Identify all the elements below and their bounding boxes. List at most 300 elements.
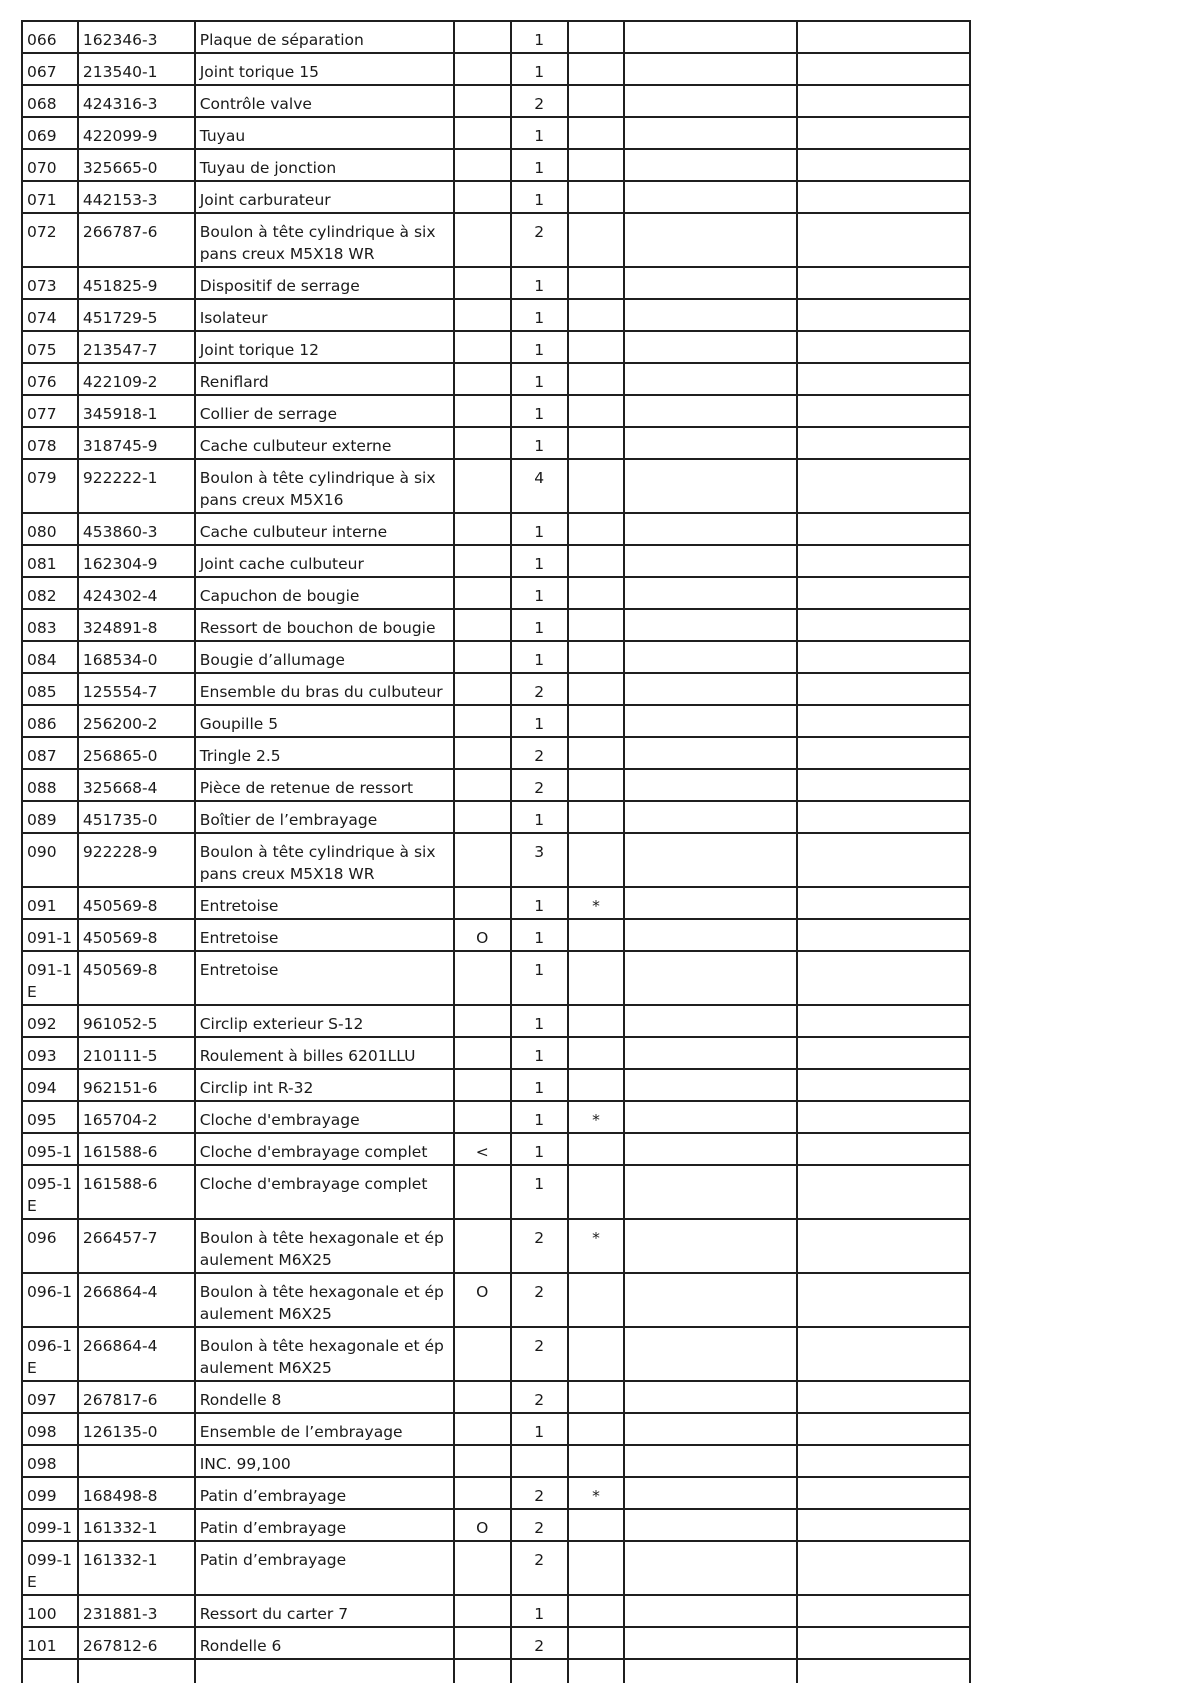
description-cell: Boîtier de l’embrayage	[195, 801, 454, 833]
table-row	[22, 1541, 970, 1595]
item-number-cell: 071	[22, 181, 78, 213]
description-cell: Joint cache culbuteur	[195, 545, 454, 577]
quantity-cell: 1	[511, 801, 568, 833]
notes-cell-2	[797, 919, 970, 951]
quantity-cell: 1	[511, 53, 568, 85]
description-cell: Boulon à tête cylindrique à six pans creux M5X16	[195, 459, 454, 513]
part-number-cell: 168498-8	[78, 1477, 195, 1509]
item-number-cell: 095-1	[22, 1133, 78, 1165]
quantity-cell: 1	[511, 513, 568, 545]
flag-cell	[454, 149, 511, 181]
notes-cell-2	[797, 53, 970, 85]
mark-cell	[568, 833, 625, 887]
part-number-cell: 213547-7	[78, 331, 195, 363]
part-number-cell: 922222-1	[78, 459, 195, 513]
mark-cell	[568, 299, 625, 331]
notes-cell-2	[797, 1445, 970, 1477]
part-number-cell: 324891-8	[78, 609, 195, 641]
part-number-cell: 125554-7	[78, 673, 195, 705]
item-number-cell: 079	[22, 459, 78, 513]
notes-cell-1	[624, 801, 797, 833]
notes-cell-1	[624, 53, 797, 85]
quantity-cell: 1	[511, 705, 568, 737]
notes-cell-2	[797, 395, 970, 427]
quantity-cell: 1	[511, 1069, 568, 1101]
quantity-cell: 2	[511, 1509, 568, 1541]
notes-cell-1	[624, 459, 797, 513]
notes-cell-1	[624, 395, 797, 427]
mark-cell	[568, 737, 625, 769]
description-cell: Entretoise	[195, 951, 454, 1005]
table-row	[22, 1381, 970, 1413]
quantity-cell: 1	[511, 1037, 568, 1069]
item-number-cell: 077	[22, 395, 78, 427]
flag-cell	[454, 117, 511, 149]
notes-cell-2	[797, 1595, 970, 1627]
mark-cell	[568, 919, 625, 951]
table-row	[22, 1445, 970, 1477]
part-number-cell: 422099-9	[78, 117, 195, 149]
part-number-cell: 161588-6	[78, 1133, 195, 1165]
quantity-cell: 2	[511, 1273, 568, 1327]
quantity-cell	[511, 1659, 568, 1683]
notes-cell-2	[797, 427, 970, 459]
flag-cell	[454, 951, 511, 1005]
table-row	[22, 117, 970, 149]
description-cell: Isolateur	[195, 299, 454, 331]
parts-list-sheet	[21, 20, 971, 1683]
description-cell: Pièce de retenue de ressort	[195, 769, 454, 801]
quantity-cell: 1	[511, 641, 568, 673]
flag-cell	[454, 1327, 511, 1381]
description-cell: Capuchon de bougie	[195, 577, 454, 609]
description-cell: Circlip exterieur S-12	[195, 1005, 454, 1037]
item-number-cell: 099-1E	[22, 1541, 78, 1595]
notes-cell-1	[624, 213, 797, 267]
item-number-cell: 080	[22, 513, 78, 545]
flag-cell	[454, 609, 511, 641]
notes-cell-2	[797, 705, 970, 737]
table-row	[22, 673, 970, 705]
description-cell: Circlip int R-32	[195, 1069, 454, 1101]
item-number-cell: 090	[22, 833, 78, 887]
quantity-cell	[511, 1445, 568, 1477]
mark-cell	[568, 1509, 625, 1541]
notes-cell-2	[797, 1327, 970, 1381]
table-row	[22, 331, 970, 363]
flag-cell	[454, 705, 511, 737]
mark-cell	[568, 1541, 625, 1595]
notes-cell-1	[624, 1327, 797, 1381]
quantity-cell: 2	[511, 1477, 568, 1509]
quantity-cell: 1	[511, 395, 568, 427]
notes-cell-2	[797, 1381, 970, 1413]
flag-cell	[454, 1477, 511, 1509]
table-row	[22, 887, 970, 919]
notes-cell-1	[624, 1101, 797, 1133]
table-row	[22, 181, 970, 213]
flag-cell	[454, 53, 511, 85]
item-number-cell: 098	[22, 1445, 78, 1477]
item-number-cell: 070	[22, 149, 78, 181]
quantity-cell: 1	[511, 1413, 568, 1445]
notes-cell-1	[624, 85, 797, 117]
notes-cell-2	[797, 1477, 970, 1509]
flag-cell	[454, 1101, 511, 1133]
flag-cell	[454, 801, 511, 833]
part-number-cell: 325668-4	[78, 769, 195, 801]
quantity-cell: 1	[511, 919, 568, 951]
description-cell: Patin d’embrayage	[195, 1541, 454, 1595]
flag-cell	[454, 299, 511, 331]
table-row	[22, 1101, 970, 1133]
notes-cell-1	[624, 1069, 797, 1101]
flag-cell	[454, 1627, 511, 1659]
table-row	[22, 951, 970, 1005]
mark-cell	[568, 673, 625, 705]
notes-cell-1	[624, 117, 797, 149]
notes-cell-1	[624, 1659, 797, 1683]
mark-cell	[568, 181, 625, 213]
quantity-cell: 1	[511, 1005, 568, 1037]
notes-cell-1	[624, 951, 797, 1005]
item-number-cell: 076	[22, 363, 78, 395]
notes-cell-2	[797, 1005, 970, 1037]
table-row	[22, 737, 970, 769]
item-number-cell: 084	[22, 641, 78, 673]
mark-cell	[568, 545, 625, 577]
notes-cell-1	[624, 769, 797, 801]
quantity-cell: 2	[511, 1219, 568, 1273]
part-number-cell: 161332-1	[78, 1509, 195, 1541]
table-row	[22, 1509, 970, 1541]
item-number-cell: 098	[22, 1413, 78, 1445]
notes-cell-1	[624, 427, 797, 459]
quantity-cell: 2	[511, 1381, 568, 1413]
description-cell: Goupille 5	[195, 705, 454, 737]
table-row	[22, 1069, 970, 1101]
notes-cell-1	[624, 1165, 797, 1219]
notes-cell-1	[624, 577, 797, 609]
quantity-cell: 1	[511, 545, 568, 577]
description-cell: Bougie d’allumage	[195, 641, 454, 673]
quantity-cell: 3	[511, 833, 568, 887]
description-cell: Boulon à tête hexagonale et épaulement M6X25	[195, 1273, 454, 1327]
part-number-cell: 453860-3	[78, 513, 195, 545]
mark-cell	[568, 1627, 625, 1659]
notes-cell-2	[797, 1273, 970, 1327]
flag-cell	[454, 1219, 511, 1273]
flag-cell	[454, 267, 511, 299]
notes-cell-1	[624, 21, 797, 53]
item-number-cell: 085	[22, 673, 78, 705]
table-row	[22, 267, 970, 299]
notes-cell-2	[797, 887, 970, 919]
notes-cell-2	[797, 117, 970, 149]
notes-cell-2	[797, 1413, 970, 1445]
description-cell: Collier de serrage	[195, 395, 454, 427]
notes-cell-1	[624, 737, 797, 769]
notes-cell-1	[624, 1133, 797, 1165]
table-row	[22, 1219, 970, 1273]
part-number-cell: 210111-5	[78, 1037, 195, 1069]
part-number-cell: 162346-3	[78, 21, 195, 53]
table-row	[22, 213, 970, 267]
quantity-cell: 1	[511, 117, 568, 149]
table-row	[22, 299, 970, 331]
flag-cell	[454, 769, 511, 801]
notes-cell-2	[797, 513, 970, 545]
description-cell: Cloche d'embrayage complet	[195, 1133, 454, 1165]
item-number-cell: 068	[22, 85, 78, 117]
notes-cell-1	[624, 1445, 797, 1477]
notes-cell-1	[624, 673, 797, 705]
mark-cell	[568, 951, 625, 1005]
quantity-cell: 1	[511, 427, 568, 459]
flag-cell	[454, 513, 511, 545]
part-number-cell	[78, 1445, 195, 1477]
table-row	[22, 53, 970, 85]
notes-cell-1	[624, 919, 797, 951]
description-cell: Dispositif de serrage	[195, 267, 454, 299]
part-number-cell: 962151-6	[78, 1069, 195, 1101]
mark-cell	[568, 1327, 625, 1381]
quantity-cell: 1	[511, 887, 568, 919]
table-row	[22, 1005, 970, 1037]
table-row	[22, 85, 970, 117]
flag-cell	[454, 21, 511, 53]
notes-cell-2	[797, 149, 970, 181]
description-cell: Plaque de séparation	[195, 21, 454, 53]
part-number-cell: 451825-9	[78, 267, 195, 299]
part-number-cell: 161588-6	[78, 1165, 195, 1219]
mark-cell	[568, 395, 625, 427]
table-row	[22, 21, 970, 53]
table-row	[22, 1627, 970, 1659]
notes-cell-2	[797, 769, 970, 801]
item-number-cell: 072	[22, 213, 78, 267]
quantity-cell: 2	[511, 1327, 568, 1381]
notes-cell-1	[624, 1037, 797, 1069]
notes-cell-1	[624, 1381, 797, 1413]
flag-cell	[454, 213, 511, 267]
flag-cell	[454, 1037, 511, 1069]
quantity-cell: 1	[511, 21, 568, 53]
notes-cell-1	[624, 887, 797, 919]
notes-cell-1	[624, 267, 797, 299]
flag-cell	[454, 459, 511, 513]
item-number-cell: 075	[22, 331, 78, 363]
table-row	[22, 1327, 970, 1381]
quantity-cell: 1	[511, 267, 568, 299]
description-cell: Tuyau	[195, 117, 454, 149]
flag-cell	[454, 363, 511, 395]
item-number-cell: 086	[22, 705, 78, 737]
mark-cell	[568, 363, 625, 395]
notes-cell-1	[624, 1273, 797, 1327]
quantity-cell: 1	[511, 951, 568, 1005]
part-number-cell: 450569-8	[78, 887, 195, 919]
parts-table	[21, 20, 971, 1683]
description-cell: Roulement à billes 6201LLU	[195, 1037, 454, 1069]
description-cell: Contrôle valve	[195, 85, 454, 117]
description-cell: Cache culbuteur interne	[195, 513, 454, 545]
notes-cell-1	[624, 1541, 797, 1595]
item-number-cell: 089	[22, 801, 78, 833]
item-number-cell: 096	[22, 1219, 78, 1273]
flag-cell: <	[454, 1133, 511, 1165]
table-row	[22, 641, 970, 673]
notes-cell-1	[624, 705, 797, 737]
table-row	[22, 1273, 970, 1327]
mark-cell	[568, 1273, 625, 1327]
flag-cell	[454, 1381, 511, 1413]
item-number-cell: 069	[22, 117, 78, 149]
mark-cell	[568, 1069, 625, 1101]
quantity-cell: 2	[511, 769, 568, 801]
notes-cell-2	[797, 1133, 970, 1165]
part-number-cell: 422109-2	[78, 363, 195, 395]
item-number-cell: 091-1E	[22, 951, 78, 1005]
flag-cell	[454, 1165, 511, 1219]
part-number-cell: 325665-0	[78, 149, 195, 181]
part-number-cell: 165704-2	[78, 1101, 195, 1133]
quantity-cell: 4	[511, 459, 568, 513]
mark-cell	[568, 609, 625, 641]
flag-cell	[454, 427, 511, 459]
part-number-cell: 318745-9	[78, 427, 195, 459]
notes-cell-1	[624, 1509, 797, 1541]
flag-cell	[454, 1659, 511, 1683]
part-number-cell: 267812-6	[78, 1627, 195, 1659]
table-row	[22, 577, 970, 609]
item-number-cell: 093	[22, 1037, 78, 1069]
description-cell: INC. 99,100	[195, 1445, 454, 1477]
description-cell: Boulon à tête hexagonale et épaulement M6X25	[195, 1327, 454, 1381]
description-cell: Cache culbuteur externe	[195, 427, 454, 459]
notes-cell-1	[624, 545, 797, 577]
item-number-cell: 092	[22, 1005, 78, 1037]
item-number-cell: 078	[22, 427, 78, 459]
item-number-cell: 087	[22, 737, 78, 769]
table-row	[22, 833, 970, 887]
notes-cell-2	[797, 1659, 970, 1683]
quantity-cell: 1	[511, 1595, 568, 1627]
flag-cell: O	[454, 919, 511, 951]
mark-cell	[568, 117, 625, 149]
description-cell: Ressort de bouchon de bougie	[195, 609, 454, 641]
part-number-cell: 126135-0	[78, 1413, 195, 1445]
table-row	[22, 1413, 970, 1445]
table-row	[22, 919, 970, 951]
part-number-cell: 256865-0	[78, 737, 195, 769]
flag-cell: O	[454, 1273, 511, 1327]
part-number-cell: 451735-0	[78, 801, 195, 833]
quantity-cell: 1	[511, 149, 568, 181]
quantity-cell: 1	[511, 1133, 568, 1165]
notes-cell-1	[624, 1595, 797, 1627]
notes-cell-1	[624, 299, 797, 331]
table-row	[22, 1037, 970, 1069]
mark-cell	[568, 1413, 625, 1445]
notes-cell-1	[624, 331, 797, 363]
item-number-cell: 081	[22, 545, 78, 577]
notes-cell-2	[797, 1509, 970, 1541]
flag-cell	[454, 1595, 511, 1627]
item-number-cell: 100	[22, 1595, 78, 1627]
notes-cell-2	[797, 21, 970, 53]
item-number-cell: 083	[22, 609, 78, 641]
table-row	[22, 1165, 970, 1219]
notes-cell-2	[797, 1541, 970, 1595]
table-row	[22, 459, 970, 513]
quantity-cell: 1	[511, 181, 568, 213]
table-row	[22, 1133, 970, 1165]
notes-cell-1	[624, 363, 797, 395]
description-cell: Reniflard	[195, 363, 454, 395]
flag-cell	[454, 737, 511, 769]
mark-cell: *	[568, 1219, 625, 1273]
item-number-cell: 101	[22, 1627, 78, 1659]
quantity-cell: 1	[511, 1165, 568, 1219]
part-number-cell: 266787-6	[78, 213, 195, 267]
mark-cell: *	[568, 1477, 625, 1509]
description-cell: Tuyau de jonction	[195, 149, 454, 181]
mark-cell	[568, 1037, 625, 1069]
part-number-cell	[78, 1659, 195, 1683]
part-number-cell: 161332-1	[78, 1541, 195, 1595]
part-number-cell: 162304-9	[78, 545, 195, 577]
table-row	[22, 513, 970, 545]
item-number-cell: 091	[22, 887, 78, 919]
description-cell: Ressort du carter 7	[195, 1595, 454, 1627]
item-number-cell	[22, 1659, 78, 1683]
table-row	[22, 149, 970, 181]
quantity-cell: 2	[511, 1627, 568, 1659]
mark-cell	[568, 1165, 625, 1219]
part-number-cell: 450569-8	[78, 951, 195, 1005]
description-cell: Patin d’embrayage	[195, 1509, 454, 1541]
notes-cell-2	[797, 737, 970, 769]
notes-cell-2	[797, 331, 970, 363]
part-number-cell: 450569-8	[78, 919, 195, 951]
description-cell: Entretoise	[195, 887, 454, 919]
mark-cell	[568, 513, 625, 545]
description-cell: Rondelle 8	[195, 1381, 454, 1413]
mark-cell	[568, 1595, 625, 1627]
part-number-cell: 266457-7	[78, 1219, 195, 1273]
description-cell: Boulon à tête cylindrique à six pans creux M5X18 WR	[195, 213, 454, 267]
description-cell	[195, 1659, 454, 1683]
notes-cell-2	[797, 459, 970, 513]
notes-cell-2	[797, 951, 970, 1005]
description-cell: Cloche d'embrayage	[195, 1101, 454, 1133]
description-cell: Ensemble de l’embrayage	[195, 1413, 454, 1445]
notes-cell-1	[624, 609, 797, 641]
mark-cell	[568, 267, 625, 299]
notes-cell-1	[624, 641, 797, 673]
description-cell: Joint torique 15	[195, 53, 454, 85]
flag-cell	[454, 545, 511, 577]
part-number-cell: 213540-1	[78, 53, 195, 85]
table-row	[22, 427, 970, 459]
table-row	[22, 1659, 970, 1683]
mark-cell	[568, 1381, 625, 1413]
quantity-cell: 1	[511, 363, 568, 395]
notes-cell-2	[797, 801, 970, 833]
item-number-cell: 094	[22, 1069, 78, 1101]
notes-cell-2	[797, 1627, 970, 1659]
